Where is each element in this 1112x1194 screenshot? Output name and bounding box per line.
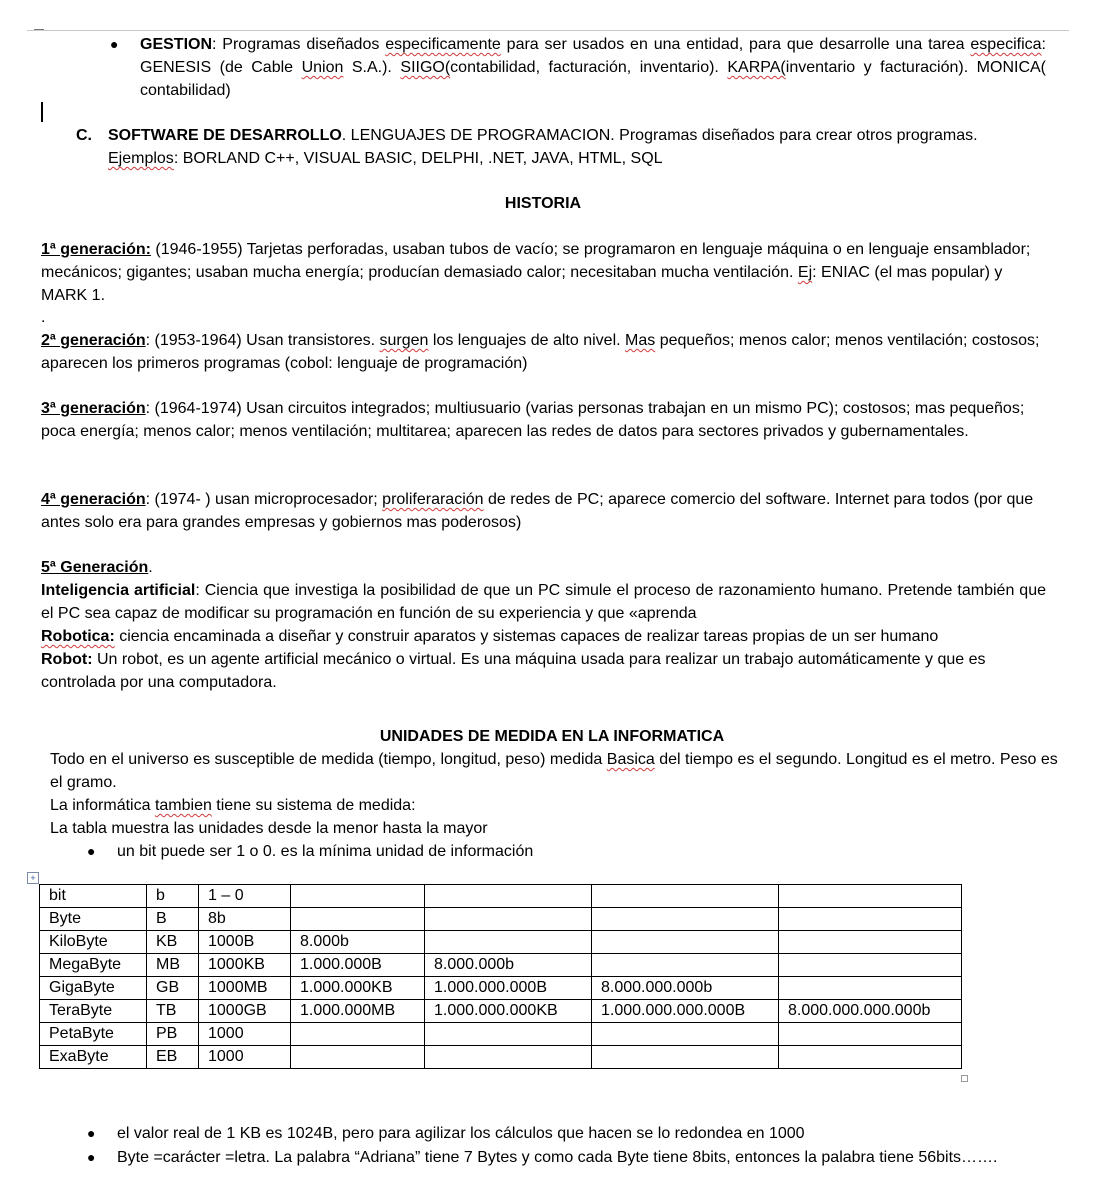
table-cell: GB [147, 977, 199, 1000]
kb-bullet-text: el valor real de 1 KB es 1024B, pero para agilizar los cálculos que hacen se lo redondea en 1000 [117, 1125, 805, 1142]
spelling-flag: KARPA( [727, 59, 786, 76]
bullet-icon: ● [110, 36, 119, 52]
table-cell: TeraByte [40, 1000, 147, 1023]
bullet-icon: ● [87, 843, 96, 859]
unidades-paragraph-1: Todo en el universo es susceptible de medida (tiempo, longitud, peso) medida Basica del tiempo es el segundo. Longitud es el metro. Peso es el gramo. [50, 751, 1058, 791]
table-row [40, 1000, 962, 1023]
spelling-flag: Mas [625, 332, 656, 349]
table-row [40, 977, 962, 1000]
units-table [39, 884, 962, 1069]
table-row [40, 931, 962, 954]
text-cursor [41, 102, 43, 122]
table-cell [291, 885, 425, 908]
table-cell [592, 908, 779, 931]
byte-bullet-text: Byte =carácter =letra. La palabra “Adriana” tiene 7 Bytes y como cada Byte tiene 8bits, entonces la palabra tiene 56bits……. [117, 1149, 998, 1166]
robot-paragraph: Robot: Un robot, es un agente artificial mecánico o virtual. Es una máquina usada para realizar un trabajo automáticamente y que es controlada por una computadora. [41, 651, 986, 691]
table-cell: Byte [40, 908, 147, 931]
spelling-flag: surgen [379, 332, 429, 349]
table-cell: 1.000.000MB [291, 1000, 425, 1023]
table-cell [425, 1023, 592, 1046]
table-cell [779, 908, 962, 931]
table-cell: 8.000b [291, 931, 425, 954]
table-row [40, 885, 962, 908]
table-cell [779, 977, 962, 1000]
table-cell [425, 908, 592, 931]
table-cell: 8.000.000b [425, 954, 592, 977]
table-cell [291, 1046, 425, 1069]
table-cell: 8.000.000.000.000b [779, 1000, 962, 1023]
table-cell: MB [147, 954, 199, 977]
spelling-flag: Union [301, 59, 344, 76]
table-cell: KB [147, 931, 199, 954]
table-cell: bit [40, 885, 147, 908]
gen2-paragraph: 2ª generación: (1953-1964) Usan transistores. surgen los lenguajes de alto nivel. Mas pequeños; menos calor; menos ventilación; costosos; aparecen los primeros programas (cobol: lenguaje de programación) [41, 332, 1040, 372]
table-cell: PetaByte [40, 1023, 147, 1046]
table-cell: GigaByte [40, 977, 147, 1000]
table-cell [779, 885, 962, 908]
table-cell: 1000GB [199, 1000, 291, 1023]
spelling-flag: Ejemplos [108, 150, 174, 167]
unidades-heading: UNIDADES DE MEDIDA EN LA INFORMATICA [379, 728, 725, 745]
table-cell: 1.000.000B [291, 954, 425, 977]
gen1-label: 1ª generación: [41, 241, 151, 258]
spelling-flag: Ej [797, 264, 813, 281]
table-cell [592, 1023, 779, 1046]
spelling-flag: proliferaración [382, 491, 484, 508]
table-cell [291, 908, 425, 931]
ia-label: Inteligencia artificial [41, 582, 196, 599]
spelling-flag: especificamente [385, 36, 501, 53]
bit-bullet-text: un bit puede ser 1 o 0. es la mínima unidad de información [117, 843, 534, 860]
spelling-flag: especifica [970, 36, 1042, 53]
robotica-label: Robotica: [41, 628, 115, 645]
gen5-heading: 5ª Generación. [41, 559, 153, 576]
table-move-handle-icon[interactable]: + [27, 872, 39, 884]
table-cell [291, 1023, 425, 1046]
table-cell [779, 1046, 962, 1069]
software-paragraph: SOFTWARE DE DESARROLLO. LENGUAJES DE PROGRAMACION. Programas diseñados para crear otros programas. Ejemplos: BORLAND C++, VISUAL BASIC, DELPHI, .NET, JAVA, HTML, SQL [108, 127, 978, 167]
table-cell: PB [147, 1023, 199, 1046]
spelling-flag: tambien [154, 797, 212, 814]
table-cell: B [147, 908, 199, 931]
table-cell [592, 885, 779, 908]
table-cell: 8b [199, 908, 291, 931]
bullet-icon: ● [87, 1125, 96, 1141]
gen4-paragraph: 4ª generación: (1974- ) usan microprocesador; proliferaración de redes de PC; aparece comercio del software. Internet para todos (por que antes solo era para grandes empresas y gobiernos mas poderosos) [41, 491, 1034, 531]
software-label: SOFTWARE DE DESARROLLO [108, 127, 342, 144]
table-cell [592, 1046, 779, 1069]
table-cell: 1000 [199, 1023, 291, 1046]
bullet-icon: ● [87, 1149, 96, 1165]
software-letter: C. [76, 127, 92, 144]
table-cell [425, 1046, 592, 1069]
unidades-paragraph-2: La informática tambien tiene su sistema de medida: [50, 797, 416, 814]
gen3-label: 3ª generación [41, 400, 146, 417]
table-cell: 8.000.000.000b [592, 977, 779, 1000]
gestion-label: GESTION [140, 36, 213, 53]
table-row [40, 954, 962, 977]
robotica-paragraph: Robotica: ciencia encaminada a diseñar y construir aparatos y sistemas capaces de realizar tareas propias de un ser humano [41, 628, 939, 645]
table-cell: MegaByte [40, 954, 147, 977]
gen4-label: 4ª generación [41, 491, 146, 508]
table-cell: 1000B [199, 931, 291, 954]
table-row [40, 1023, 962, 1046]
stray-dot: . [41, 309, 46, 326]
spelling-flag: SIIGO( [400, 59, 451, 76]
gen3-paragraph: 3ª generación: (1964-1974) Usan circuitos integrados; multiusuario (varias personas trabajan en un mismo PC); costosos; mas pequeños; poca energía; menos calor; menos ventilación; multitarea; aparecen las redes de datos para sectores privados y gubernamentales. [41, 400, 1025, 440]
table-cell: KiloByte [40, 931, 147, 954]
table-cell [592, 954, 779, 977]
gestion-paragraph: GESTION: Programas diseñados especificamente para ser usados en una entidad, para que desarrolle una tarea especifica: GENESIS (de Cable Union S.A.). SIIGO(contabilidad, facturación, inventario). KARPA(inventario y facturación). MONICA( contabilidad) [140, 36, 1047, 99]
table-row [40, 1046, 962, 1069]
table-cell: 1.000.000.000B [425, 977, 592, 1000]
table-cell [592, 931, 779, 954]
table-cell: ExaByte [40, 1046, 147, 1069]
ruler-mark [34, 29, 44, 30]
table-cell: 1.000.000.000KB [425, 1000, 592, 1023]
table-row [40, 908, 962, 931]
gen5-label: 5ª Generación [41, 559, 149, 576]
table-cell [779, 954, 962, 977]
table-cell: 1000KB [199, 954, 291, 977]
table-cell: 1000 [199, 1046, 291, 1069]
table-cell: EB [147, 1046, 199, 1069]
table-cell [425, 931, 592, 954]
gen2-label: 2ª generación [41, 332, 146, 349]
table-cell: b [147, 885, 199, 908]
table-cell [779, 931, 962, 954]
table-cell: 1000MB [199, 977, 291, 1000]
gen1-paragraph: 1ª generación: (1946-1955) Tarjetas perforadas, usaban tubos de vacío; se programaron en lenguaje máquina o en lenguaje ensamblador; mecánicos; gigantes; usaban mucha energía; producían demasiado calor; necesitaban mucha ventilación. Ej: ENIAC (el mas popular) y MARK 1. [41, 241, 1031, 304]
spelling-flag: Basica [606, 751, 655, 768]
unidades-paragraph-3: La tabla muestra las unidades desde la menor hasta la mayor [50, 820, 488, 837]
table-cell: 1.000.000KB [291, 977, 425, 1000]
page-top-border [27, 30, 1069, 31]
table-cell: 1 – 0 [199, 885, 291, 908]
table-cell: TB [147, 1000, 199, 1023]
table-cell [425, 885, 592, 908]
robot-label: Robot: [41, 651, 93, 668]
table-cell [779, 1023, 962, 1046]
table-resize-handle[interactable] [961, 1075, 968, 1082]
ia-paragraph: Inteligencia artificial: Ciencia que investiga la posibilidad de que un PC simule el proceso de razonamiento humano. Pretende también que el PC sea capaz de modificar su programación en función de su experiencia y que «aprenda [41, 582, 1046, 622]
table-cell: 1.000.000.000.000B [592, 1000, 779, 1023]
historia-heading: HISTORIA [504, 195, 582, 212]
